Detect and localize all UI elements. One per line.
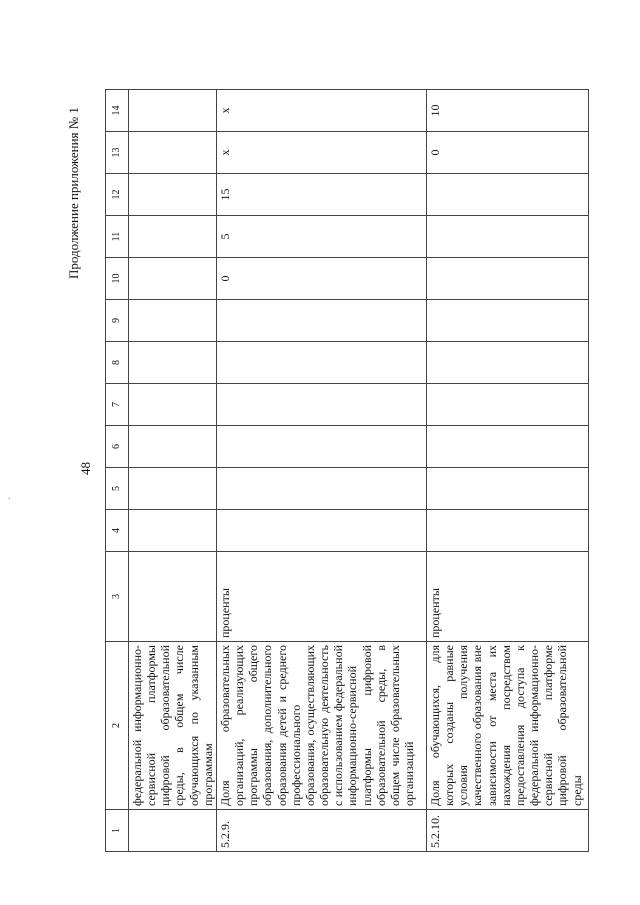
header-cell: 6: [106, 426, 129, 468]
table-row: [216, 90, 426, 852]
header-cell: 1: [106, 810, 129, 852]
row-value: [129, 510, 217, 552]
row-value: [216, 510, 426, 552]
row-value: [129, 468, 217, 510]
row-value: x: [216, 132, 426, 174]
table-row: [426, 90, 588, 852]
row-value: [129, 258, 217, 300]
header-cell: 7: [106, 384, 129, 426]
table-header-row: [106, 90, 129, 852]
header-cell: 4: [106, 510, 129, 552]
row-unit: [129, 552, 217, 642]
row-unit: проценты: [216, 552, 426, 642]
header-cell: 9: [106, 300, 129, 342]
header-cell: 14: [106, 90, 129, 132]
row-value: [129, 174, 217, 216]
header-cell: 5: [106, 468, 129, 510]
row-value: 5: [216, 216, 426, 258]
row-value: [216, 342, 426, 384]
row-value: [129, 342, 217, 384]
header-cell: 8: [106, 342, 129, 384]
scan-speck: ·: [5, 496, 16, 500]
row-value: [426, 468, 588, 510]
row-value: [426, 426, 588, 468]
row-value: [129, 216, 217, 258]
row-value: [426, 216, 588, 258]
row-code: 5.2.10.: [426, 810, 588, 852]
table-row: [129, 90, 217, 852]
row-value: [216, 300, 426, 342]
row-indicator: федеральной информационно-сервисной платформы цифровой образовательной среды, в общем числе обучающихся по указанным программам: [129, 642, 217, 810]
indicators-table: [105, 89, 589, 852]
row-value: [426, 342, 588, 384]
row-value: [426, 300, 588, 342]
row-value: [129, 384, 217, 426]
row-value: [216, 468, 426, 510]
row-value: [426, 510, 588, 552]
row-code: [129, 810, 217, 852]
row-value: [129, 300, 217, 342]
row-code: 5.2.9.: [216, 810, 426, 852]
row-value: 15: [216, 174, 426, 216]
header-cell: 10: [106, 258, 129, 300]
row-value: 0: [426, 132, 588, 174]
header-cell: 12: [106, 174, 129, 216]
row-value: [129, 426, 217, 468]
page-number: 48: [78, 462, 93, 475]
row-value: [129, 132, 217, 174]
row-value: [426, 384, 588, 426]
row-value: [426, 174, 588, 216]
appendix-note: Продолжение приложения № 1: [66, 107, 81, 279]
row-value: x: [216, 90, 426, 132]
row-unit: проценты: [426, 552, 588, 642]
header-cell: 3: [106, 552, 129, 642]
row-value: [426, 258, 588, 300]
row-value: [216, 384, 426, 426]
header-cell: 2: [106, 642, 129, 810]
header-cell: 13: [106, 132, 129, 174]
row-indicator: Доля обучающихся, для которых созданы равные условия получения качественного образования вне зависимости от места их нахождения посредством предоставления доступа к федеральной информационно-сервисной платформе цифровой образовательной среды: [426, 642, 588, 810]
header-cell: 11: [106, 216, 129, 258]
row-value: 0: [216, 258, 426, 300]
row-value: [216, 426, 426, 468]
row-indicator: Доля образовательных организаций, реализующих программы общего образования, дополнительного образования детей и среднего профессионального образования, осуществляющих образовательную деятельность с использованием федеральной информационно-сервисной платформы цифровой образовательной среды, в общем числе образовательных организаций: [216, 642, 426, 810]
row-value: [129, 90, 217, 132]
row-value: 10: [426, 90, 588, 132]
